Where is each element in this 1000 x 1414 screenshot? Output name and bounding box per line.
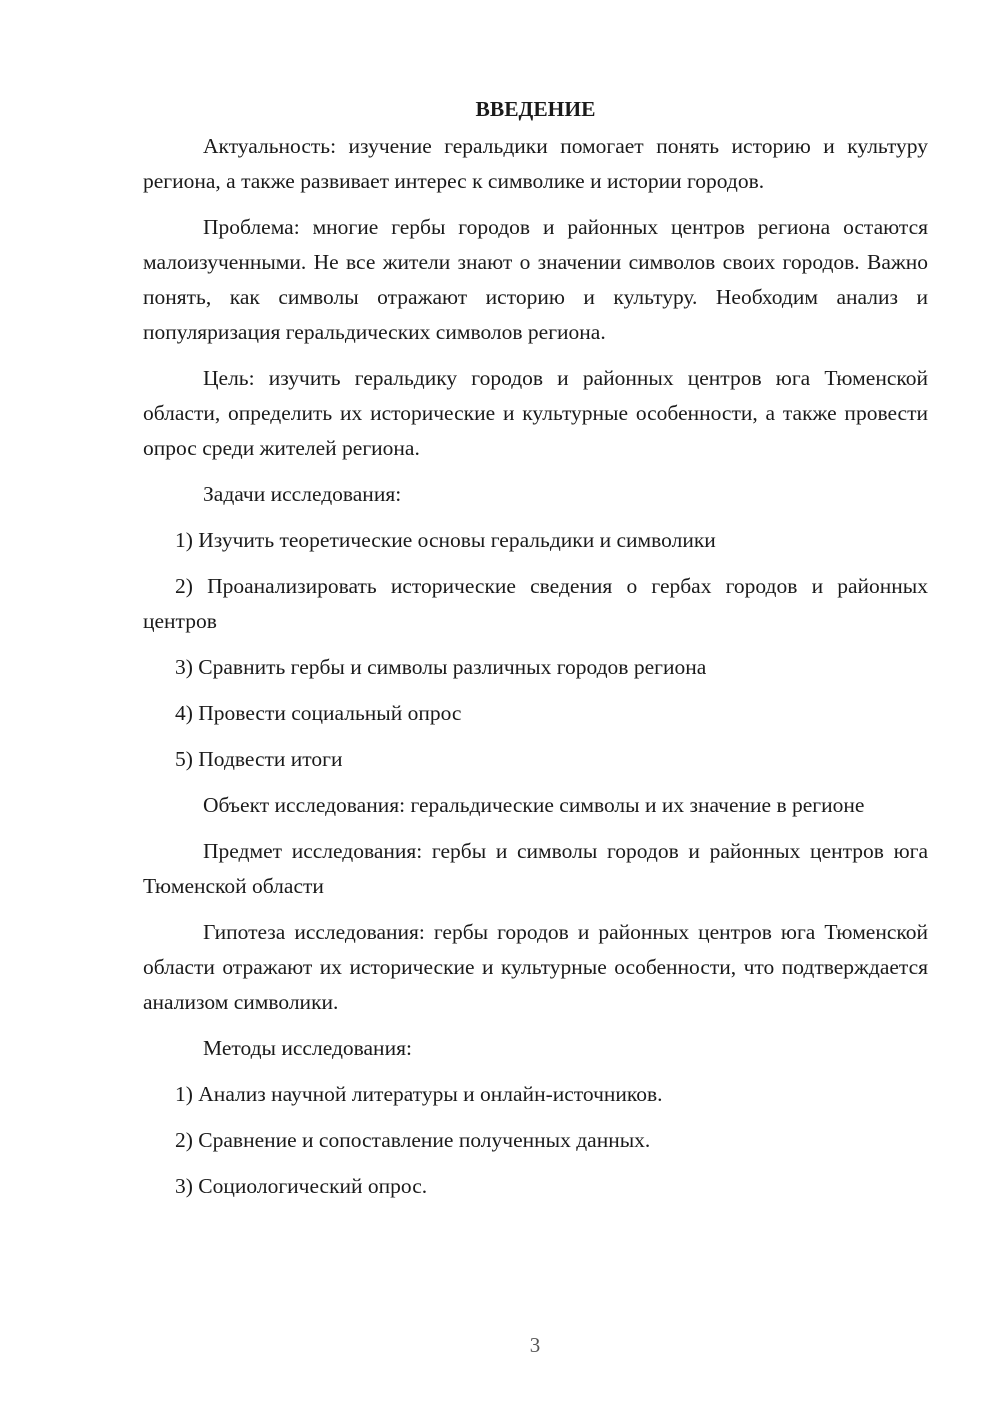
paragraph-relevance: Актуальность: изучение геральдики помогает понять историю и культуру региона, а также развивает интерес к символике и истории городов. [143,134,928,193]
methods-heading: Методы исследования: [203,1036,412,1060]
tasks-heading: Задачи исследования: [203,482,402,506]
method-item: 2) Сравнение и сопоставление полученных данных. [175,1128,651,1152]
task-item: 2) Проанализировать исторические сведения о гербах городов и районных центров [143,574,928,633]
paragraph-goal: Цель: изучить геральдику городов и районных центров юга Тюменской области, определить их исторические и культурные особенности, а также провести опрос среди жителей региона. [143,366,928,460]
task-item: 4) Провести социальный опрос [175,701,462,725]
document-page [143,92,928,1215]
paragraph-hypothesis: Гипотеза исследования: гербы городов и районных центров юга Тюменской области отражают их исторические и культурные особенности, что подтверждается анализом символики. [143,920,928,1014]
section-title: ВВЕДЕНИЕ [475,97,596,121]
paragraph-problem: Проблема: многие гербы городов и районных центров региона остаются малоизученными. Не все жители знают о значении символов своих городов. Важно понять, как символы отражают историю и культуру. Необходим анализ и популяризация геральдических символов региона. [143,215,928,344]
task-item: 5) Подвести итоги [175,747,343,771]
task-item: 1) Изучить теоретические основы геральдики и символики [175,528,716,552]
paragraph-object: Объект исследования: геральдические символы и их значение в регионе [203,793,865,817]
method-item: 3) Социологический опрос. [175,1174,428,1198]
task-item: 3) Сравнить гербы и символы различных городов региона [175,655,707,679]
page-number: 3 [529,1333,541,1357]
method-item: 1) Анализ научной литературы и онлайн-источников. [175,1082,663,1106]
paragraph-subject: Предмет исследования: гербы и символы городов и районных центров юга Тюменской области [143,839,928,898]
